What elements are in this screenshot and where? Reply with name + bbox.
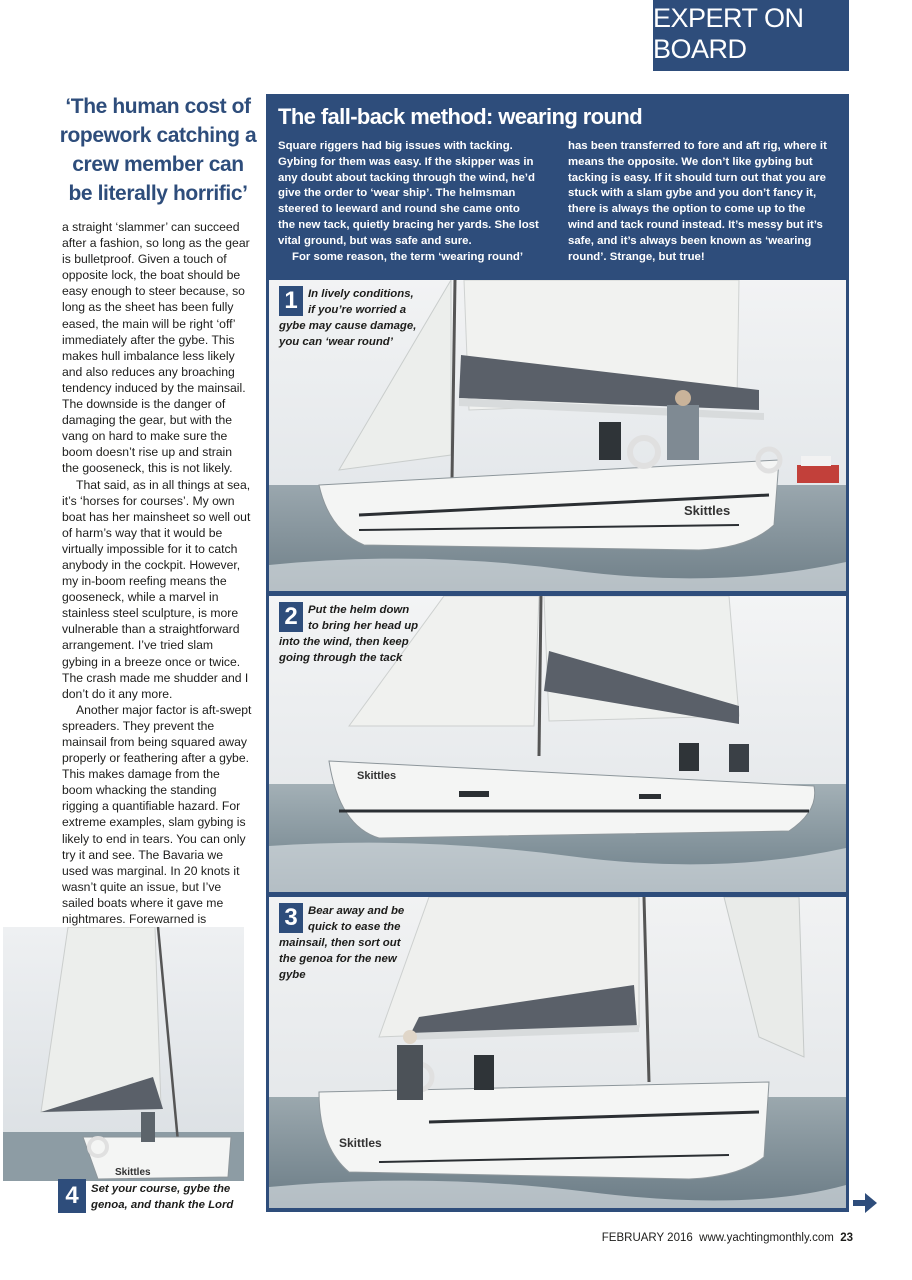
photo-step-3 [269, 897, 846, 1208]
sidebar-paragraph: has been transferred to fore and aft rig, where it means the opposite. We don’t like gybing but tacking is easy. If it should turn out that you are stuck with a slam gybe and you don’t fancy it, there is always the option to come up to the wind and tack round instead. It’s messy but it’s safe, and it’s always been known as ‘wearing round’. Strange, but true! [568, 140, 827, 263]
photo-step-2 [269, 596, 846, 892]
step-number-4: 4 [58, 1179, 86, 1213]
caption-step-1 [279, 286, 419, 350]
caption-step-4 [58, 1181, 258, 1213]
caption-step-2 [279, 602, 419, 666]
sidebar-column-left [278, 139, 540, 265]
body-paragraph: a straight ‘slammer’ can succeed after a fashion, so long as the gear is bulletproof. Given a touch of opposite lock, the boat should be easy enough to steer because, so long as the sheet has been fully eased, the main will be right ‘off’ immediately after the gybe. This makes hull imbalance less likely and also reduces any broaching tendency induced by the mainsail. The downside is the danger of damaging the gear, but with the vang on hard to make sure the boom doesn’t rise up and strain the gooseneck, this is not likely. [62, 220, 250, 476]
step-caption-1: In lively conditions, if you’re worried a gybe may cause damage, you can ‘wear round’ [279, 288, 417, 348]
boat-name-4: Skittles [115, 1167, 151, 1178]
caption-step-3 [279, 903, 419, 983]
step-caption-4: Set your course, gybe the genoa, and thank the Lord [91, 1183, 234, 1211]
photo-step-4 [3, 927, 244, 1181]
photo-step-1 [269, 280, 846, 591]
sidebar-column-right [568, 139, 834, 265]
body-paragraph: That said, as in all things at sea, it’s ‘horses for courses’. My own boat has her mainsheet so well out of harm’s way that it would be virtually impossible for it to catch anybody in the cockpit. However, my in-boom reefing means the gooseneck, while a marvel in stainless steel sculpture, is more vulnerable than a straightforward arrangement. I’ve tried slam gybing in a breeze once or twice. The crash made me shudder and I don’t do it any more. [62, 477, 251, 701]
sidebar-title: The fall-back method: wearing round [278, 104, 643, 129]
step-caption-3: Bear away and be quick to ease the mainsail, then sort out the genoa for the new gybe [279, 905, 405, 981]
pull-quote: ‘The human cost of ropework catching a crew member can be literally horrific’ [59, 95, 257, 205]
sidebar-paragraph: For some reason, the term ‘wearing round’ [292, 250, 524, 263]
sidebar-paragraph: Square riggers had big issues with tacking. Gybing for them was easy. If the skipper was in any doubt about tacking through the wind, he’d give the order to ‘wear ship’. The helmsman steered to leeward and round she came onto the new tack, quietly bracing her yards. She lost vital ground, but was safe and sure. [278, 140, 539, 247]
step-number-1: 1 [279, 286, 303, 316]
footer-issue: FEBRUARY 2016 [601, 1232, 693, 1244]
section-tag: EXPERT ON BOARD [653, 0, 849, 71]
page-footer [578, 1232, 853, 1244]
body-column [62, 219, 252, 943]
step-caption-2: Put the helm down to bring her head up into the wind, then keep going through the tack [279, 604, 419, 664]
body-paragraph: Another major factor is aft-swept spreaders. They prevent the mainsail from being squared away properly or feathering after a gybe. This makes damage from the boom whacking the standing rigging a quantifiable hazard. For extreme examples, slam gybing is likely to end in tears. You can only try it and see. The Bavaria we used was marginal. In 20 knots it wasn’t quite an issue, but I’ve sailed boats where it gave me nightmares. Forewarned is [62, 702, 252, 927]
continue-arrow-icon [853, 1193, 877, 1213]
boat-name-2: Skittles [357, 770, 397, 782]
sidebar-box [266, 94, 849, 1212]
boat-name-3: Skittles [339, 1136, 382, 1150]
footer-website: www.yachtingmonthly.com [699, 1232, 834, 1244]
boat-name-1: Skittles [684, 503, 731, 518]
page-number: 23 [840, 1232, 853, 1244]
step-number-3: 3 [279, 903, 303, 933]
step-number-2: 2 [279, 602, 303, 632]
yacht-photo-4 [3, 927, 244, 1181]
